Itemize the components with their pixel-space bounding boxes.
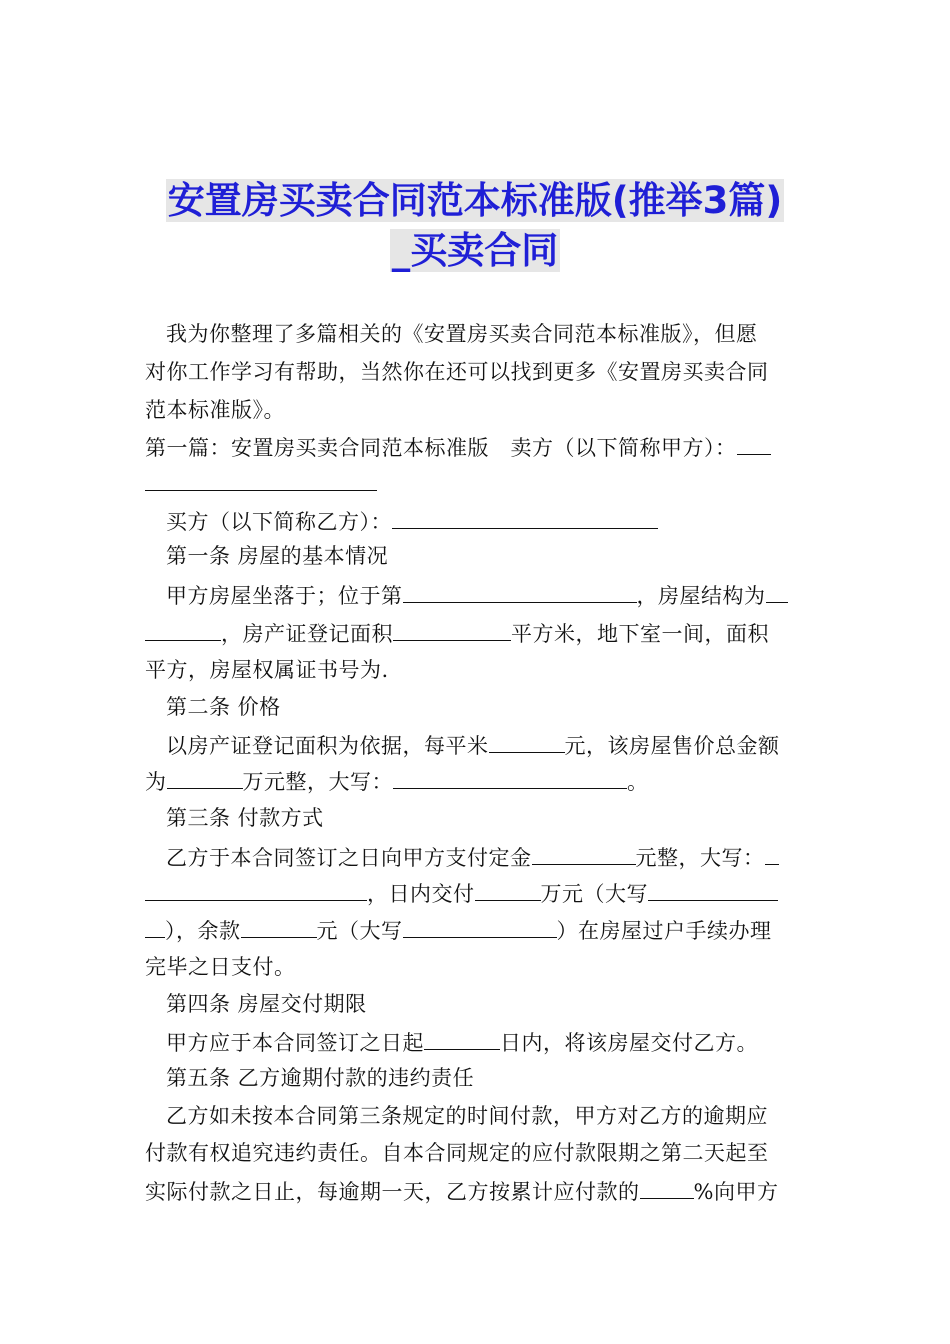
unit-price-blank (489, 730, 565, 753)
area-label: ，房产证登记面积 (221, 622, 393, 646)
area-blank (393, 618, 511, 641)
total-prefix: 为 (145, 770, 167, 794)
delivery-days-label: ，日内交付 (367, 882, 475, 906)
delivery-amount-blank (475, 878, 541, 901)
intro-line-1: 我为你整理了多篇相关的《安置房买卖合同范本标准版》，但愿 (166, 322, 758, 346)
penalty-rate-blank (640, 1176, 694, 1199)
buyer-line (166, 506, 658, 536)
balance-capital-blank (403, 915, 557, 938)
structure-label: ，房屋结构为 (636, 584, 766, 608)
article-3-line-1 (166, 842, 779, 872)
deposit-capital-label: 元整，大写： (635, 846, 765, 870)
article-2-line-1 (166, 730, 780, 760)
balance-terms: ）在房屋过户手续办理 (556, 919, 772, 943)
seller-label: 第一篇：安置房买卖合同范本标准版 卖方（以下简称甲方）： (145, 436, 737, 460)
total-price-label: 元，该房屋售价总金额 (564, 734, 780, 758)
deposit-capital-blank (765, 842, 779, 865)
article-4-line-1 (166, 1027, 758, 1057)
deposit-blank (532, 842, 636, 865)
delivery-capital-label: 万元（大写 (540, 882, 648, 906)
article-4-heading: 第四条 房屋交付期限 (166, 992, 367, 1016)
document-title-line-2 (0, 228, 950, 274)
intro-line-3: 范本标准版》。 (145, 398, 285, 422)
structure-blank (766, 580, 788, 603)
area-unit-text: 平方米，地下室一间，面积 (511, 622, 769, 646)
total-blank (167, 766, 243, 789)
buyer-label: 买方（以下简称乙方）： (166, 510, 392, 534)
deposit-label: 乙方于本合同签订之日向甲方支付定金 (166, 846, 532, 870)
article-3-line-4: 完毕之日支付。 (145, 955, 296, 979)
article-1-line-2 (145, 618, 769, 648)
penalty-label: 实际付款之日止，每逾期一天，乙方按累计应付款的 (145, 1180, 640, 1204)
article-2-heading: 第二条 价格 (166, 695, 281, 719)
floor-blank (403, 580, 637, 603)
balance-label: ），余款 (165, 919, 241, 943)
delivery-capital-blank (648, 878, 778, 901)
article-3-line-3 (145, 915, 772, 945)
seller-line (145, 432, 771, 462)
handover-terms: 日内，将该房屋交付乙方。 (500, 1031, 758, 1055)
handover-days-blank (424, 1027, 500, 1050)
article-3-heading: 第三条 付款方式 (166, 806, 324, 830)
article-5-heading: 第五条 乙方逾期付款的违约责任 (166, 1066, 475, 1090)
article-1-heading: 第一条 房屋的基本情况 (166, 544, 389, 568)
article-2-line-2 (145, 766, 649, 796)
structure-blank-cont (145, 618, 221, 641)
seller-blank-cont (145, 468, 377, 491)
penalty-suffix: %向甲方 (693, 1180, 779, 1204)
article-1-line-1 (166, 580, 788, 610)
article-5-line-1: 乙方如未按本合同第三条规定的时间付款，甲方对乙方的逾期应 (166, 1104, 768, 1128)
seller-blank (737, 432, 771, 455)
delivery-capital-blank-cont (145, 915, 165, 938)
title-text-2: _买卖合同 (391, 229, 559, 272)
capital-blank (393, 766, 627, 789)
balance-blank (241, 915, 317, 938)
article-5-line-3 (145, 1176, 778, 1206)
intro-line-2: 对你工作学习有帮助，当然你在还可以找到更多《安置房买卖合同 (145, 360, 769, 384)
period: 。 (627, 770, 649, 794)
price-label: 以房产证登记面积为依据，每平米 (166, 734, 489, 758)
document-title-line-1 (0, 178, 950, 224)
location-label: 甲方房屋坐落于；位于第 (166, 584, 403, 608)
title-text-1: 安置房买卖合同范本标准版(推举3篇) (167, 179, 783, 222)
deposit-capital-blank-cont (145, 878, 367, 901)
buyer-blank (392, 506, 658, 529)
article-5-line-2: 付款有权追究违约责任。自本合同规定的应付款限期之第二天起至 (145, 1141, 769, 1165)
capital-label: 万元整，大写： (242, 770, 393, 794)
handover-label: 甲方应于本合同签订之日起 (166, 1031, 424, 1055)
seller-line-cont (145, 468, 377, 498)
article-3-line-2 (145, 878, 778, 908)
article-1-line-3: 平方，房屋权属证书号为. (145, 658, 389, 682)
balance-capital-label: 元（大写 (316, 919, 403, 943)
